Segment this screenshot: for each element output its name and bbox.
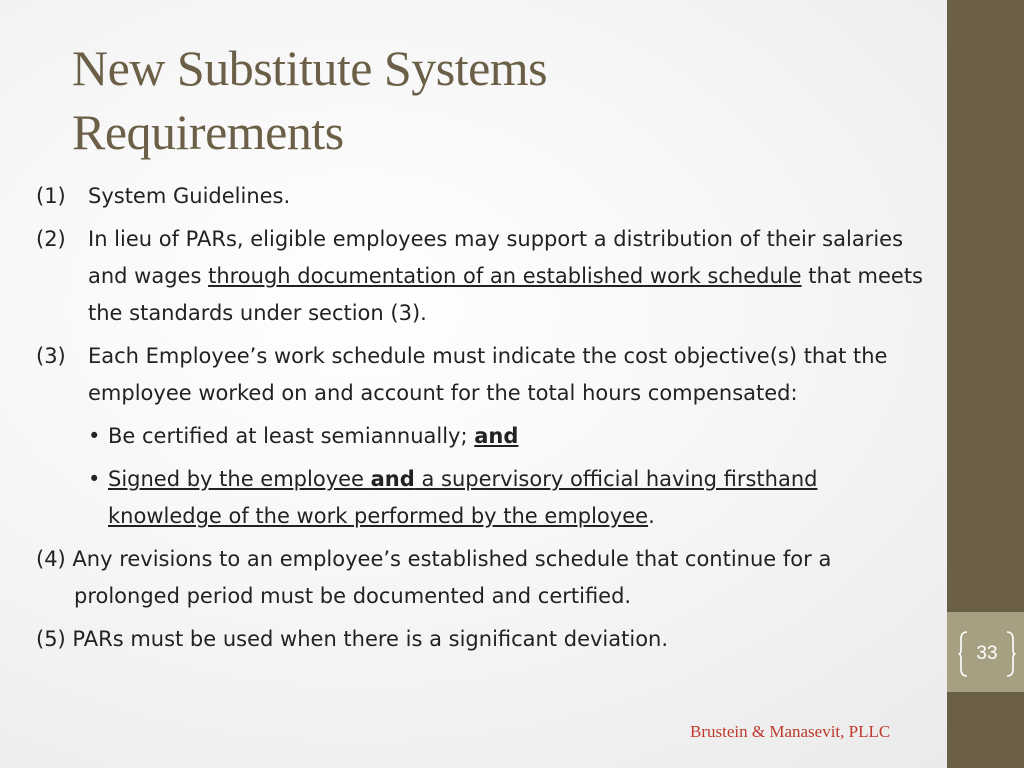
slide-content [36, 178, 936, 664]
list-item-1 [36, 178, 936, 215]
list-item-4 [36, 541, 936, 615]
emphasis-and: and [474, 424, 519, 448]
list-marker: (2) [36, 227, 66, 251]
slide-title [72, 36, 932, 164]
title-line-1: New Substitute Systems [72, 40, 548, 96]
underlined-phrase: through documentation of an established work schedule [208, 264, 802, 288]
bullet-text-end: . [648, 504, 655, 528]
list-item-3 [36, 338, 936, 412]
list-marker: (1) [36, 184, 66, 208]
right-brace-icon [1006, 631, 1016, 677]
emphasis-and: and [370, 467, 415, 491]
underlined-phrase: Signed by the employee [108, 467, 371, 491]
bullet-text: Be certified at least semiannually; [108, 424, 475, 448]
bullet-item-2 [88, 461, 936, 535]
bullet-icon: • [88, 467, 101, 491]
underlined-phrase: a supervisory official having firsthand knowledge of the work performed by the employee [108, 467, 818, 528]
page-number-box [958, 631, 1016, 677]
list-item-text: System Guidelines. [88, 184, 291, 208]
list-item-text: (4) Any revisions to an employee’s established schedule that continue for a prolonged period must be documented and certified. [36, 547, 832, 608]
list-item-2 [36, 221, 936, 332]
list-marker: (3) [36, 344, 66, 368]
title-line-2: Requirements [72, 104, 344, 160]
list-item-text: (5) PARs must be used when there is a significant deviation. [36, 627, 669, 651]
list-item-text: Each Employee’s work schedule must indicate the cost objective(s) that the employee worked on and account for the total hours compensated: [88, 344, 888, 405]
footer-firm-name: Brustein & Manasevit, PLLC [690, 722, 891, 741]
bullet-item-1 [88, 418, 936, 455]
list-item-text: In lieu of PARs, eligible employees may support a distribution of their salaries and wages [88, 227, 904, 288]
bullet-icon: • [88, 424, 101, 448]
list-item-text-end: that meets the standards under section (3). [88, 264, 923, 325]
list-item-5 [36, 621, 936, 658]
page-number: 33 [976, 643, 998, 664]
